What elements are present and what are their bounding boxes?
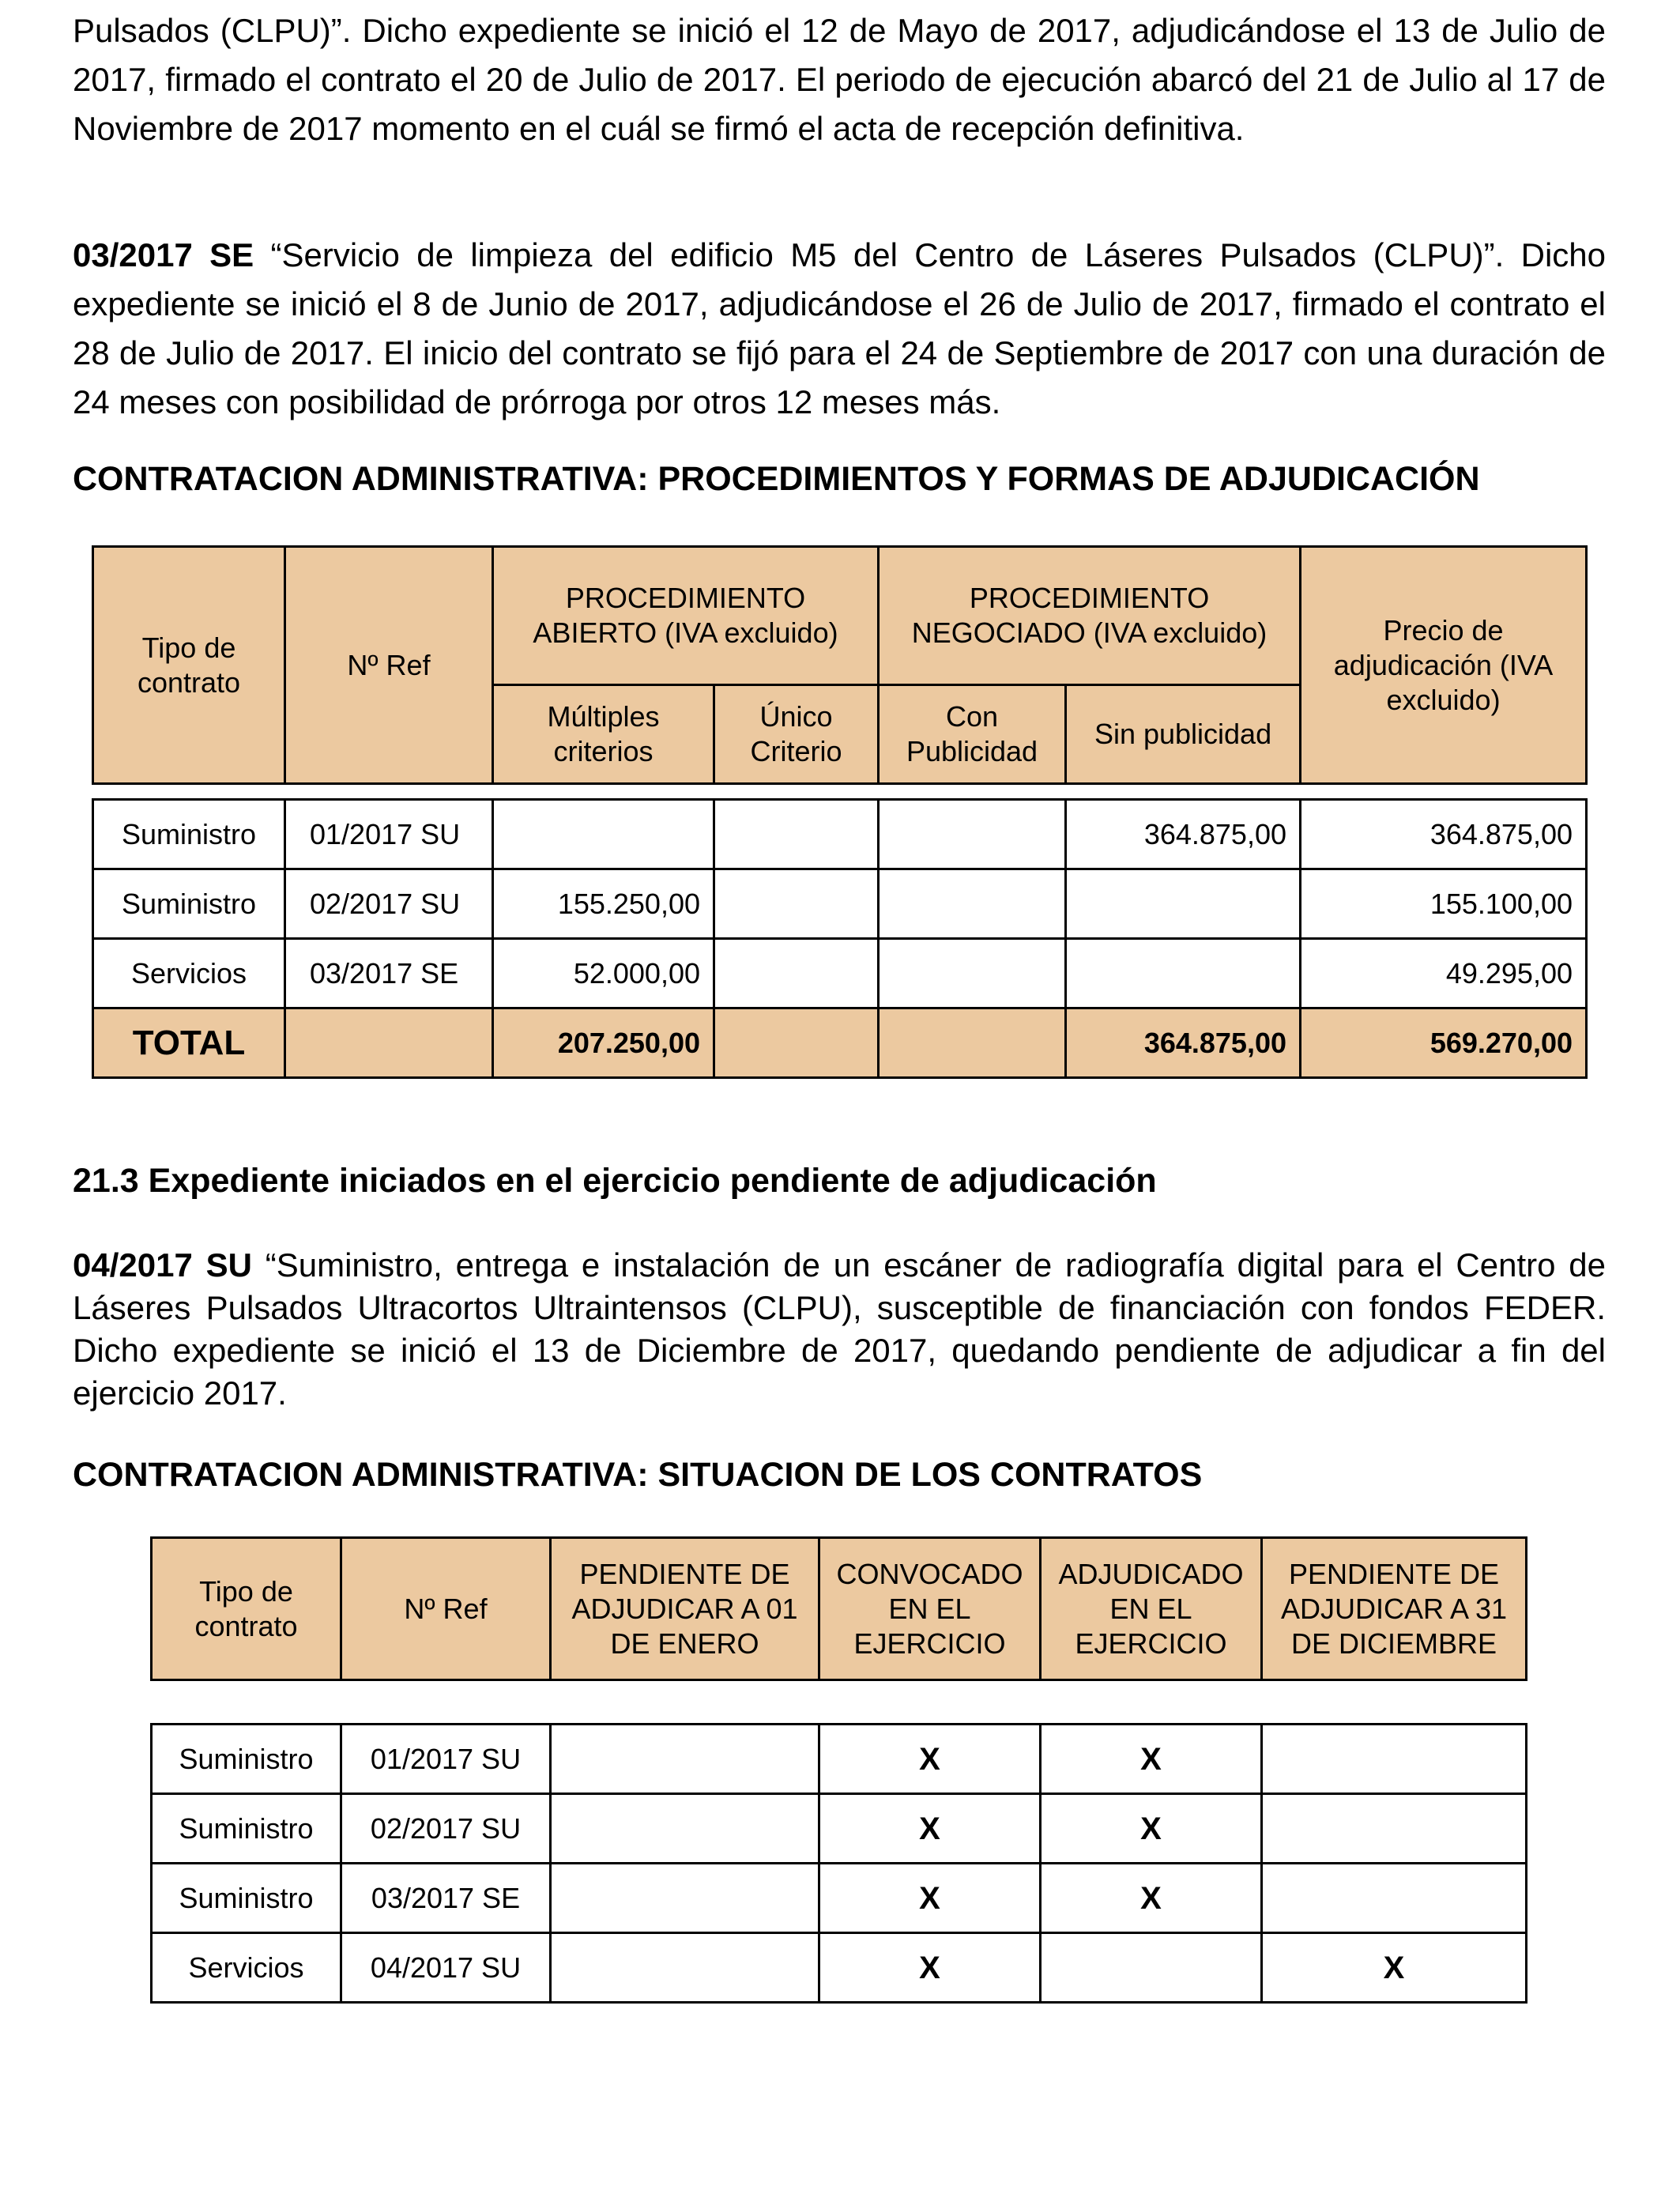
header-multiple-criteria: Múltiples criterios — [493, 685, 714, 784]
cell-multiple-criteria: 155.250,00 — [493, 869, 714, 939]
cell-ref: 04/2017 SU — [341, 1933, 551, 2003]
cell-contract-type: Suministro — [93, 800, 285, 869]
cell-single-criterion — [714, 939, 879, 1008]
cell-total-with-publicity — [879, 1008, 1066, 1078]
cell-awarded: X — [1041, 1864, 1262, 1933]
cell-total-without-publicity: 364.875,00 — [1066, 1008, 1301, 1078]
cell-contract-type: Suministro — [152, 1864, 341, 1933]
cell-called: X — [819, 1864, 1041, 1933]
cell-ref: 01/2017 SU — [341, 1725, 551, 1794]
cell-ref: 02/2017 SU — [285, 869, 493, 939]
cell-contract-type: Servicios — [93, 939, 285, 1008]
cell-with-publicity — [879, 800, 1066, 869]
cell-ref: 02/2017 SU — [341, 1794, 551, 1864]
header-contract-type: Tipo de contrato — [93, 547, 285, 784]
header-open-procedure: PROCEDIMIENTO ABIERTO (IVA excluido) — [493, 547, 879, 685]
cell-without-publicity — [1066, 869, 1301, 939]
cell-pending-december: X — [1262, 1933, 1527, 2003]
procedures-table-header — [92, 545, 1588, 785]
cell-total-multiple-criteria: 207.250,00 — [493, 1008, 714, 1078]
cell-pending-january — [551, 1864, 819, 1933]
cell-total-ref — [285, 1008, 493, 1078]
cell-called: X — [819, 1794, 1041, 1864]
table-row — [152, 1933, 1527, 2003]
cell-pending-december — [1262, 1864, 1527, 1933]
cell-award-price: 155.100,00 — [1301, 869, 1587, 939]
table-row — [152, 1725, 1527, 1794]
header-pending-december: PENDIENTE DE ADJUDICAR A 31 DE DICIEMBRE — [1262, 1538, 1527, 1680]
cell-award-price: 49.295,00 — [1301, 939, 1587, 1008]
header-with-publicity: Con Publicidad — [879, 685, 1066, 784]
paragraph-contract-02: Pulsados (CLPU)”. Dicho expediente se inició el 12 de Mayo de 2017, adjudicándose el 13 de Julio de 2017, firmado el contrato el 20 de Julio de 2017. El periodo de ejecución abarcó del 21 de Julio al 17 de Noviembre de 2017 momento en el cuál se firmó el acta de recepción definitiva. — [73, 12, 1606, 147]
cell-single-criterion — [714, 869, 879, 939]
cell-pending-january — [551, 1794, 819, 1864]
procedures-table-body — [92, 798, 1588, 1079]
cell-ref: 01/2017 SU — [285, 800, 493, 869]
cell-awarded: X — [1041, 1725, 1262, 1794]
paragraph-contract-03 — [73, 231, 1606, 427]
header-ref: Nº Ref — [341, 1538, 551, 1680]
header-award-price: Precio de adjudicación (IVA excluido) — [1301, 547, 1587, 784]
header-called: CONVOCADO EN EL EJERCICIO — [819, 1538, 1041, 1680]
section-heading-status: CONTRATACION ADMINISTRATIVA: SITUACION DE LOS CONTRATOS — [73, 1456, 1203, 1494]
header-contract-type: Tipo de contrato — [152, 1538, 341, 1680]
cell-without-publicity: 364.875,00 — [1066, 800, 1301, 869]
cell-contract-type: Suministro — [152, 1794, 341, 1864]
cell-called: X — [819, 1725, 1041, 1794]
header-single-criterion: Único Criterio — [714, 685, 879, 784]
cell-pending-december — [1262, 1794, 1527, 1864]
table-row — [152, 1864, 1527, 1933]
header-without-publicity: Sin publicidad — [1066, 685, 1301, 784]
paragraph-text: “Suministro, entrega e instalación de un escáner de radiografía digital para el Centro de Láseres Pulsados Ultracortos Ultraintensos (CLPU), susceptible de financiación con fondos FEDER. Dicho expediente se inició el 13 de Diciembre de 2017, quedando pendiente de adjudicar a fin del ejercicio 2017. — [73, 1246, 1606, 1412]
table-total-row — [93, 1008, 1587, 1078]
cell-single-criterion — [714, 800, 879, 869]
cell-contract-type: Suministro — [152, 1725, 341, 1794]
cell-contract-type: Suministro — [93, 869, 285, 939]
cell-with-publicity — [879, 939, 1066, 1008]
contract-ref: 04/2017 SU — [73, 1246, 252, 1284]
cell-ref: 03/2017 SE — [285, 939, 493, 1008]
table-row — [93, 800, 1587, 869]
cell-without-publicity — [1066, 939, 1301, 1008]
cell-total-award-price: 569.270,00 — [1301, 1008, 1587, 1078]
cell-total-label: TOTAL — [93, 1008, 285, 1078]
table-row — [93, 869, 1587, 939]
section-heading-procedures: CONTRATACION ADMINISTRATIVA: PROCEDIMIENTOS Y FORMAS DE ADJUDICACIÓN — [73, 460, 1480, 498]
section-heading-pending: 21.3 Expediente iniciados en el ejercicio pendiente de adjudicación — [73, 1162, 1157, 1200]
cell-pending-december — [1262, 1725, 1527, 1794]
cell-pending-january — [551, 1725, 819, 1794]
paragraph-contract-04 — [73, 1244, 1606, 1415]
cell-multiple-criteria: 52.000,00 — [493, 939, 714, 1008]
cell-contract-type: Servicios — [152, 1933, 341, 2003]
cell-called: X — [819, 1933, 1041, 2003]
cell-awarded: X — [1041, 1794, 1262, 1864]
header-negotiated-procedure: PROCEDIMIENTO NEGOCIADO (IVA excluido) — [879, 547, 1301, 685]
cell-pending-january — [551, 1933, 819, 2003]
cell-award-price: 364.875,00 — [1301, 800, 1587, 869]
cell-with-publicity — [879, 869, 1066, 939]
cell-awarded — [1041, 1933, 1262, 2003]
cell-total-single-criterion — [714, 1008, 879, 1078]
header-ref: Nº Ref — [285, 547, 493, 784]
header-pending-january: PENDIENTE DE ADJUDICAR A 01 DE ENERO — [551, 1538, 819, 1680]
cell-multiple-criteria — [493, 800, 714, 869]
status-table-header — [150, 1536, 1527, 1681]
table-row — [152, 1794, 1527, 1864]
table-row — [93, 939, 1587, 1008]
contract-ref: 03/2017 SE — [73, 236, 254, 273]
status-table-body — [150, 1723, 1527, 2004]
header-awarded: ADJUDICADO EN EL EJERCICIO — [1041, 1538, 1262, 1680]
cell-ref: 03/2017 SE — [341, 1864, 551, 1933]
paragraph-text: “Servicio de limpieza del edificio M5 del Centro de Láseres Pulsados (CLPU)”. Dicho expediente se inició el 8 de Junio de 2017, adjudicándose el 26 de Julio de 2017, firmado el contrato el 28 de Julio de 2017. El inicio del contrato se fijó para el 24 de Septiembre de 2017 con una duración de 24 meses con posibilidad de prórroga por otros 12 meses más. — [73, 236, 1607, 420]
